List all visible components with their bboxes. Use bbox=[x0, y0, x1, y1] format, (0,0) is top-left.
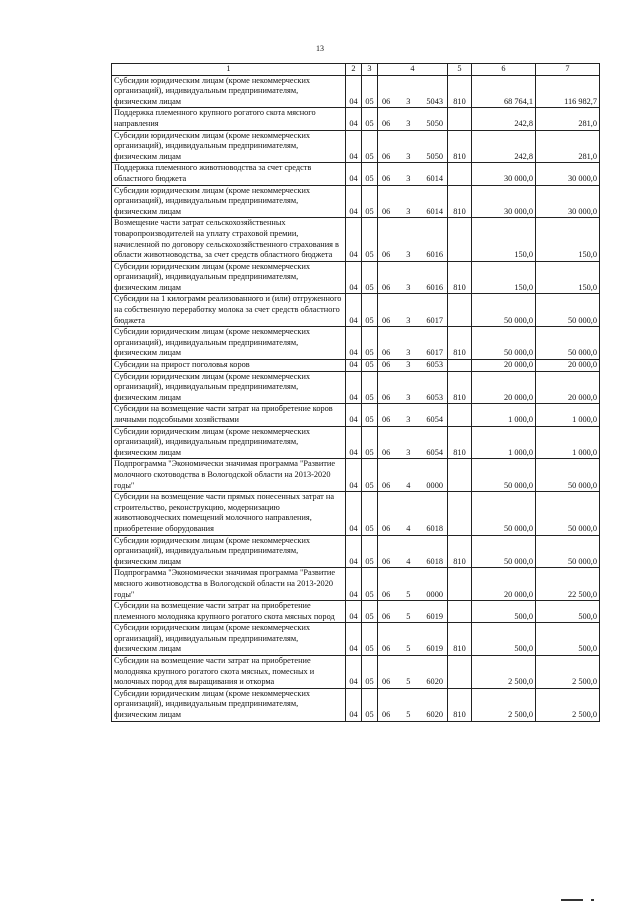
row-name: Подпрограмма "Экономически значимая программа "Развитие мясного животноводства в Вологодской области на 2013-2020 годы" bbox=[112, 568, 346, 601]
code-section: 05 bbox=[362, 601, 378, 623]
code-target-part: 4 bbox=[406, 556, 411, 566]
amount-col7: 50 000,0 bbox=[536, 492, 600, 535]
amount-col7: 30 000,0 bbox=[536, 163, 600, 185]
code-target-part: 3 bbox=[406, 447, 411, 457]
code-target-part: 06 bbox=[382, 556, 391, 566]
code-target-part: 4 bbox=[406, 523, 411, 533]
row-name: Субсидии на возмещение части затрат на приобретение молодняка крупного рогатого скота мясных, помесных и молочных пород для выращивания и откорма bbox=[112, 656, 346, 689]
code-section: 05 bbox=[362, 360, 378, 372]
code-expense-type bbox=[448, 294, 472, 327]
budget-table bbox=[111, 63, 600, 722]
amount-col7: 150,0 bbox=[536, 261, 600, 294]
code-expense-type: 810 bbox=[448, 688, 472, 721]
row-name: Субсидии юридическим лицам (кроме некоммерческих организаций), индивидуальным предпринимателям, физическим лицам bbox=[112, 426, 346, 459]
amount-col7: 20 000,0 bbox=[536, 371, 600, 404]
table-row bbox=[112, 294, 600, 327]
code-target-parts bbox=[380, 174, 445, 185]
code-target-part: 3 bbox=[406, 282, 411, 292]
code-target-part: 06 bbox=[382, 360, 391, 370]
code-target-part: 3 bbox=[406, 360, 411, 370]
code-section: 05 bbox=[362, 261, 378, 294]
table-row bbox=[112, 656, 600, 689]
code-expense-type: 810 bbox=[448, 185, 472, 218]
code-target-part: 06 bbox=[382, 173, 391, 183]
amount-col6: 50 000,0 bbox=[472, 459, 536, 492]
amount-col6: 20 000,0 bbox=[472, 568, 536, 601]
code-chapter: 04 bbox=[346, 535, 362, 568]
code-expense-type: 810 bbox=[448, 261, 472, 294]
amount-col7: 1 000,0 bbox=[536, 426, 600, 459]
table-row bbox=[112, 459, 600, 492]
code-target-parts bbox=[380, 644, 445, 655]
code-expense-type bbox=[448, 656, 472, 689]
code-target-parts bbox=[380, 448, 445, 459]
row-name: Субсидии юридическим лицам (кроме некоммерческих организаций), индивидуальным предпринимателям, физическим лицам bbox=[112, 327, 346, 360]
code-expense-type: 810 bbox=[448, 327, 472, 360]
table-row bbox=[112, 75, 600, 108]
code-target-parts bbox=[380, 393, 445, 404]
column-header: 7 bbox=[536, 64, 600, 76]
code-target-parts bbox=[380, 481, 445, 492]
code-chapter: 04 bbox=[346, 294, 362, 327]
row-name: Субсидии юридическим лицам (кроме некоммерческих организаций), индивидуальным предпринимателям, физическим лицам bbox=[112, 130, 346, 163]
amount-col6: 30 000,0 bbox=[472, 185, 536, 218]
code-target-parts bbox=[380, 360, 445, 371]
code-target-parts bbox=[380, 612, 445, 623]
code-target-parts bbox=[380, 348, 445, 359]
amount-col7: 150,0 bbox=[536, 218, 600, 261]
scan-mark bbox=[591, 899, 594, 901]
column-header: 3 bbox=[362, 64, 378, 76]
code-section: 05 bbox=[362, 492, 378, 535]
row-name: Субсидии юридическим лицам (кроме некоммерческих организаций), индивидуальным предпринимателям, физическим лицам bbox=[112, 261, 346, 294]
code-expense-type bbox=[448, 601, 472, 623]
column-header: 2 bbox=[346, 64, 362, 76]
code-chapter: 04 bbox=[346, 404, 362, 426]
table-row bbox=[112, 327, 600, 360]
code-section: 05 bbox=[362, 163, 378, 185]
code-target bbox=[378, 459, 448, 492]
code-target-part: 5 bbox=[406, 644, 411, 654]
code-target-part: 5050 bbox=[426, 118, 443, 128]
code-expense-type bbox=[448, 218, 472, 261]
row-name: Субсидии юридическим лицам (кроме некоммерческих организаций), индивидуальным предпринимателям, физическим лицам bbox=[112, 371, 346, 404]
code-expense-type bbox=[448, 360, 472, 372]
code-target-part: 06 bbox=[382, 282, 391, 292]
code-chapter: 04 bbox=[346, 568, 362, 601]
code-target-parts bbox=[380, 710, 445, 721]
code-target-part: 6020 bbox=[426, 677, 443, 687]
amount-col7: 116 982,7 bbox=[536, 75, 600, 108]
code-section: 05 bbox=[362, 656, 378, 689]
code-target-parts bbox=[380, 316, 445, 327]
code-target-parts bbox=[380, 590, 445, 601]
code-target bbox=[378, 492, 448, 535]
code-target-parts bbox=[380, 207, 445, 218]
row-name: Субсидии на возмещение части затрат на приобретение племенного молодняка крупного рогатого скота мясных пород bbox=[112, 601, 346, 623]
code-target-part: 6054 bbox=[426, 447, 443, 457]
code-target-part: 5 bbox=[406, 589, 411, 599]
code-section: 05 bbox=[362, 371, 378, 404]
code-section: 05 bbox=[362, 75, 378, 108]
table-row bbox=[112, 371, 600, 404]
code-target-parts bbox=[380, 119, 445, 130]
table-row bbox=[112, 108, 600, 130]
code-target-part: 06 bbox=[382, 523, 391, 533]
code-target-parts bbox=[380, 415, 445, 426]
code-target-part: 0000 bbox=[426, 480, 443, 490]
code-chapter: 04 bbox=[346, 371, 362, 404]
code-target-part: 06 bbox=[382, 348, 391, 358]
row-name: Поддержка племенного крупного рогатого скота мясного направления bbox=[112, 108, 346, 130]
code-target-part: 5 bbox=[406, 611, 411, 621]
code-target-part: 5 bbox=[406, 677, 411, 687]
code-chapter: 04 bbox=[346, 688, 362, 721]
code-target bbox=[378, 218, 448, 261]
code-target bbox=[378, 294, 448, 327]
code-expense-type bbox=[448, 163, 472, 185]
code-chapter: 04 bbox=[346, 75, 362, 108]
code-target-part: 6017 bbox=[426, 315, 443, 325]
code-target bbox=[378, 656, 448, 689]
code-target-part: 6014 bbox=[426, 206, 443, 216]
code-target-part: 3 bbox=[406, 206, 411, 216]
code-section: 05 bbox=[362, 327, 378, 360]
code-expense-type bbox=[448, 459, 472, 492]
code-target-part: 06 bbox=[382, 644, 391, 654]
code-target-part: 5050 bbox=[426, 151, 443, 161]
code-target-part: 0000 bbox=[426, 589, 443, 599]
code-expense-type: 810 bbox=[448, 535, 472, 568]
code-section: 05 bbox=[362, 404, 378, 426]
amount-col6: 2 500,0 bbox=[472, 688, 536, 721]
amount-col7: 500,0 bbox=[536, 601, 600, 623]
amount-col6: 150,0 bbox=[472, 261, 536, 294]
scan-mark bbox=[561, 899, 583, 901]
code-target bbox=[378, 623, 448, 656]
code-expense-type: 810 bbox=[448, 75, 472, 108]
code-target-part: 6020 bbox=[426, 710, 443, 720]
amount-col6: 500,0 bbox=[472, 601, 536, 623]
code-target-parts bbox=[380, 677, 445, 688]
code-section: 05 bbox=[362, 218, 378, 261]
amount-col6: 50 000,0 bbox=[472, 535, 536, 568]
code-section: 05 bbox=[362, 535, 378, 568]
code-target-parts bbox=[380, 97, 445, 108]
code-expense-type: 810 bbox=[448, 371, 472, 404]
code-target-part: 06 bbox=[382, 611, 391, 621]
amount-col7: 2 500,0 bbox=[536, 656, 600, 689]
table-row bbox=[112, 688, 600, 721]
code-chapter: 04 bbox=[346, 656, 362, 689]
amount-col7: 30 000,0 bbox=[536, 185, 600, 218]
column-header: 1 bbox=[112, 64, 346, 76]
code-target-part: 6017 bbox=[426, 348, 443, 358]
code-target bbox=[378, 426, 448, 459]
code-target-part: 06 bbox=[382, 392, 391, 402]
code-section: 05 bbox=[362, 185, 378, 218]
amount-col7: 1 000,0 bbox=[536, 404, 600, 426]
table-row bbox=[112, 218, 600, 261]
code-target-part: 3 bbox=[406, 392, 411, 402]
amount-col6: 2 500,0 bbox=[472, 656, 536, 689]
code-target-part: 3 bbox=[406, 96, 411, 106]
table-row bbox=[112, 130, 600, 163]
code-target-part: 06 bbox=[382, 415, 391, 424]
amount-col6: 68 764,1 bbox=[472, 75, 536, 108]
code-expense-type: 810 bbox=[448, 426, 472, 459]
row-name: Субсидии юридическим лицам (кроме некоммерческих организаций), индивидуальным предпринимателям, физическим лицам bbox=[112, 185, 346, 218]
code-target-part: 3 bbox=[406, 315, 411, 325]
code-target-part: 3 bbox=[406, 348, 411, 358]
header-row bbox=[112, 64, 600, 76]
code-chapter: 04 bbox=[346, 360, 362, 372]
amount-col6: 50 000,0 bbox=[472, 294, 536, 327]
code-target-part: 06 bbox=[382, 206, 391, 216]
code-target-part: 6016 bbox=[426, 250, 443, 260]
amount-col6: 30 000,0 bbox=[472, 163, 536, 185]
code-target bbox=[378, 261, 448, 294]
code-chapter: 04 bbox=[346, 185, 362, 218]
row-name: Субсидии на возмещение части прямых понесенных затрат на строительство, реконструкцию, модернизацию животноводческих помещений молочного направления, приобретение оборудования bbox=[112, 492, 346, 535]
code-target bbox=[378, 535, 448, 568]
row-name: Субсидии на прирост поголовья коров bbox=[112, 360, 346, 372]
row-name: Субсидии юридическим лицам (кроме некоммерческих организаций), индивидуальным предпринимателям, физическим лицам bbox=[112, 688, 346, 721]
row-name: Субсидии юридическим лицам (кроме некоммерческих организаций), индивидуальным предпринимателям, физическим лицам bbox=[112, 75, 346, 108]
table-row bbox=[112, 535, 600, 568]
code-section: 05 bbox=[362, 130, 378, 163]
table-row bbox=[112, 601, 600, 623]
code-chapter: 04 bbox=[346, 130, 362, 163]
column-header: 4 bbox=[378, 64, 448, 76]
row-name: Субсидии на 1 килограмм реализованного и (или) отгруженного на собственную переработку молока за счет средств областного бюджета bbox=[112, 294, 346, 327]
code-target bbox=[378, 688, 448, 721]
code-expense-type bbox=[448, 568, 472, 601]
code-target-part: 4 bbox=[406, 480, 411, 490]
table-row bbox=[112, 426, 600, 459]
amount-col6: 1 000,0 bbox=[472, 404, 536, 426]
column-header: 5 bbox=[448, 64, 472, 76]
code-target bbox=[378, 163, 448, 185]
amount-col7: 2 500,0 bbox=[536, 688, 600, 721]
amount-col6: 1 000,0 bbox=[472, 426, 536, 459]
amount-col6: 242,8 bbox=[472, 108, 536, 130]
code-target-part: 6019 bbox=[426, 611, 443, 621]
code-target-part: 06 bbox=[382, 250, 391, 260]
code-section: 05 bbox=[362, 426, 378, 459]
code-target-part: 06 bbox=[382, 118, 391, 128]
code-expense-type bbox=[448, 404, 472, 426]
table-row bbox=[112, 185, 600, 218]
code-chapter: 04 bbox=[346, 459, 362, 492]
code-chapter: 04 bbox=[346, 218, 362, 261]
page-number: 13 bbox=[316, 44, 324, 53]
code-target bbox=[378, 130, 448, 163]
row-name: Подпрограмма "Экономически значимая программа "Развитие молочного скотоводства в Вологодской области на 2013-2020 годы" bbox=[112, 459, 346, 492]
code-target-parts bbox=[380, 283, 445, 294]
row-name: Возмещение части затрат сельскохозяйственных товаропроизводителей на уплату страховой премии, начисленной по договору сельскохозяйственного страхования в области животноводства, за счет средств областного бюджета bbox=[112, 218, 346, 261]
code-chapter: 04 bbox=[346, 108, 362, 130]
code-section: 05 bbox=[362, 623, 378, 656]
amount-col7: 50 000,0 bbox=[536, 294, 600, 327]
code-target-part: 06 bbox=[382, 96, 391, 106]
row-name: Субсидии юридическим лицам (кроме некоммерческих организаций), индивидуальным предпринимателям, физическим лицам bbox=[112, 535, 346, 568]
table-row bbox=[112, 492, 600, 535]
amount-col7: 281,0 bbox=[536, 108, 600, 130]
code-chapter: 04 bbox=[346, 426, 362, 459]
code-target-part: 3 bbox=[406, 250, 411, 260]
code-target bbox=[378, 185, 448, 218]
amount-col7: 281,0 bbox=[536, 130, 600, 163]
code-target-part: 6053 bbox=[426, 360, 443, 370]
amount-col6: 20 000,0 bbox=[472, 371, 536, 404]
amount-col6: 50 000,0 bbox=[472, 492, 536, 535]
code-target-part: 6018 bbox=[426, 523, 443, 533]
table-row bbox=[112, 568, 600, 601]
code-target-parts bbox=[380, 557, 445, 568]
code-expense-type: 810 bbox=[448, 623, 472, 656]
code-target bbox=[378, 601, 448, 623]
code-target bbox=[378, 371, 448, 404]
code-section: 05 bbox=[362, 294, 378, 327]
code-target bbox=[378, 108, 448, 130]
table-row bbox=[112, 623, 600, 656]
row-name: Субсидии юридическим лицам (кроме некоммерческих организаций), индивидуальным предпринимателям, физическим лицам bbox=[112, 623, 346, 656]
amount-col6: 50 000,0 bbox=[472, 327, 536, 360]
row-name: Поддержка племенного животноводства за счет средств областного бюджета bbox=[112, 163, 346, 185]
amount-col6: 150,0 bbox=[472, 218, 536, 261]
table-row bbox=[112, 163, 600, 185]
code-target-parts bbox=[380, 524, 445, 535]
code-target-parts bbox=[380, 152, 445, 163]
column-header: 6 bbox=[472, 64, 536, 76]
code-target-part: 6018 bbox=[426, 556, 443, 566]
code-target-part: 6019 bbox=[426, 644, 443, 654]
code-target-part: 06 bbox=[382, 480, 391, 490]
table-row bbox=[112, 261, 600, 294]
code-target bbox=[378, 360, 448, 372]
table-row bbox=[112, 360, 600, 372]
code-section: 05 bbox=[362, 459, 378, 492]
code-chapter: 04 bbox=[346, 492, 362, 535]
code-chapter: 04 bbox=[346, 601, 362, 623]
table-row bbox=[112, 404, 600, 426]
code-target-part: 6054 bbox=[426, 415, 443, 424]
code-expense-type bbox=[448, 492, 472, 535]
code-target-part: 3 bbox=[406, 415, 411, 424]
amount-col7: 50 000,0 bbox=[536, 327, 600, 360]
code-chapter: 04 bbox=[346, 163, 362, 185]
amount-col7: 22 500,0 bbox=[536, 568, 600, 601]
code-target-part: 06 bbox=[382, 710, 391, 720]
amount-col6: 20 000,0 bbox=[472, 360, 536, 372]
code-section: 05 bbox=[362, 108, 378, 130]
amount-col7: 50 000,0 bbox=[536, 459, 600, 492]
code-target-parts bbox=[380, 250, 445, 261]
code-target-part: 3 bbox=[406, 118, 411, 128]
code-expense-type: 810 bbox=[448, 130, 472, 163]
code-target-part: 6014 bbox=[426, 173, 443, 183]
code-target-part: 06 bbox=[382, 447, 391, 457]
code-target-part: 06 bbox=[382, 315, 391, 325]
code-target-part: 6016 bbox=[426, 282, 443, 292]
code-target-part: 5 bbox=[406, 710, 411, 720]
amount-col7: 20 000,0 bbox=[536, 360, 600, 372]
row-name: Субсидии на возмещение части затрат на приобретение коров личными подсобными хозяйствами bbox=[112, 404, 346, 426]
code-section: 05 bbox=[362, 688, 378, 721]
code-chapter: 04 bbox=[346, 623, 362, 656]
code-target-part: 3 bbox=[406, 151, 411, 161]
code-target bbox=[378, 327, 448, 360]
code-target bbox=[378, 404, 448, 426]
amount-col7: 50 000,0 bbox=[536, 535, 600, 568]
code-target-part: 06 bbox=[382, 151, 391, 161]
code-expense-type bbox=[448, 108, 472, 130]
code-chapter: 04 bbox=[346, 261, 362, 294]
code-target-part: 3 bbox=[406, 173, 411, 183]
code-target-part: 06 bbox=[382, 677, 391, 687]
code-chapter: 04 bbox=[346, 327, 362, 360]
code-target-part: 5043 bbox=[426, 96, 443, 106]
amount-col6: 242,8 bbox=[472, 130, 536, 163]
amount-col7: 500,0 bbox=[536, 623, 600, 656]
code-target-part: 06 bbox=[382, 589, 391, 599]
code-target bbox=[378, 75, 448, 108]
amount-col6: 500,0 bbox=[472, 623, 536, 656]
code-target bbox=[378, 568, 448, 601]
code-target-part: 6053 bbox=[426, 392, 443, 402]
code-section: 05 bbox=[362, 568, 378, 601]
